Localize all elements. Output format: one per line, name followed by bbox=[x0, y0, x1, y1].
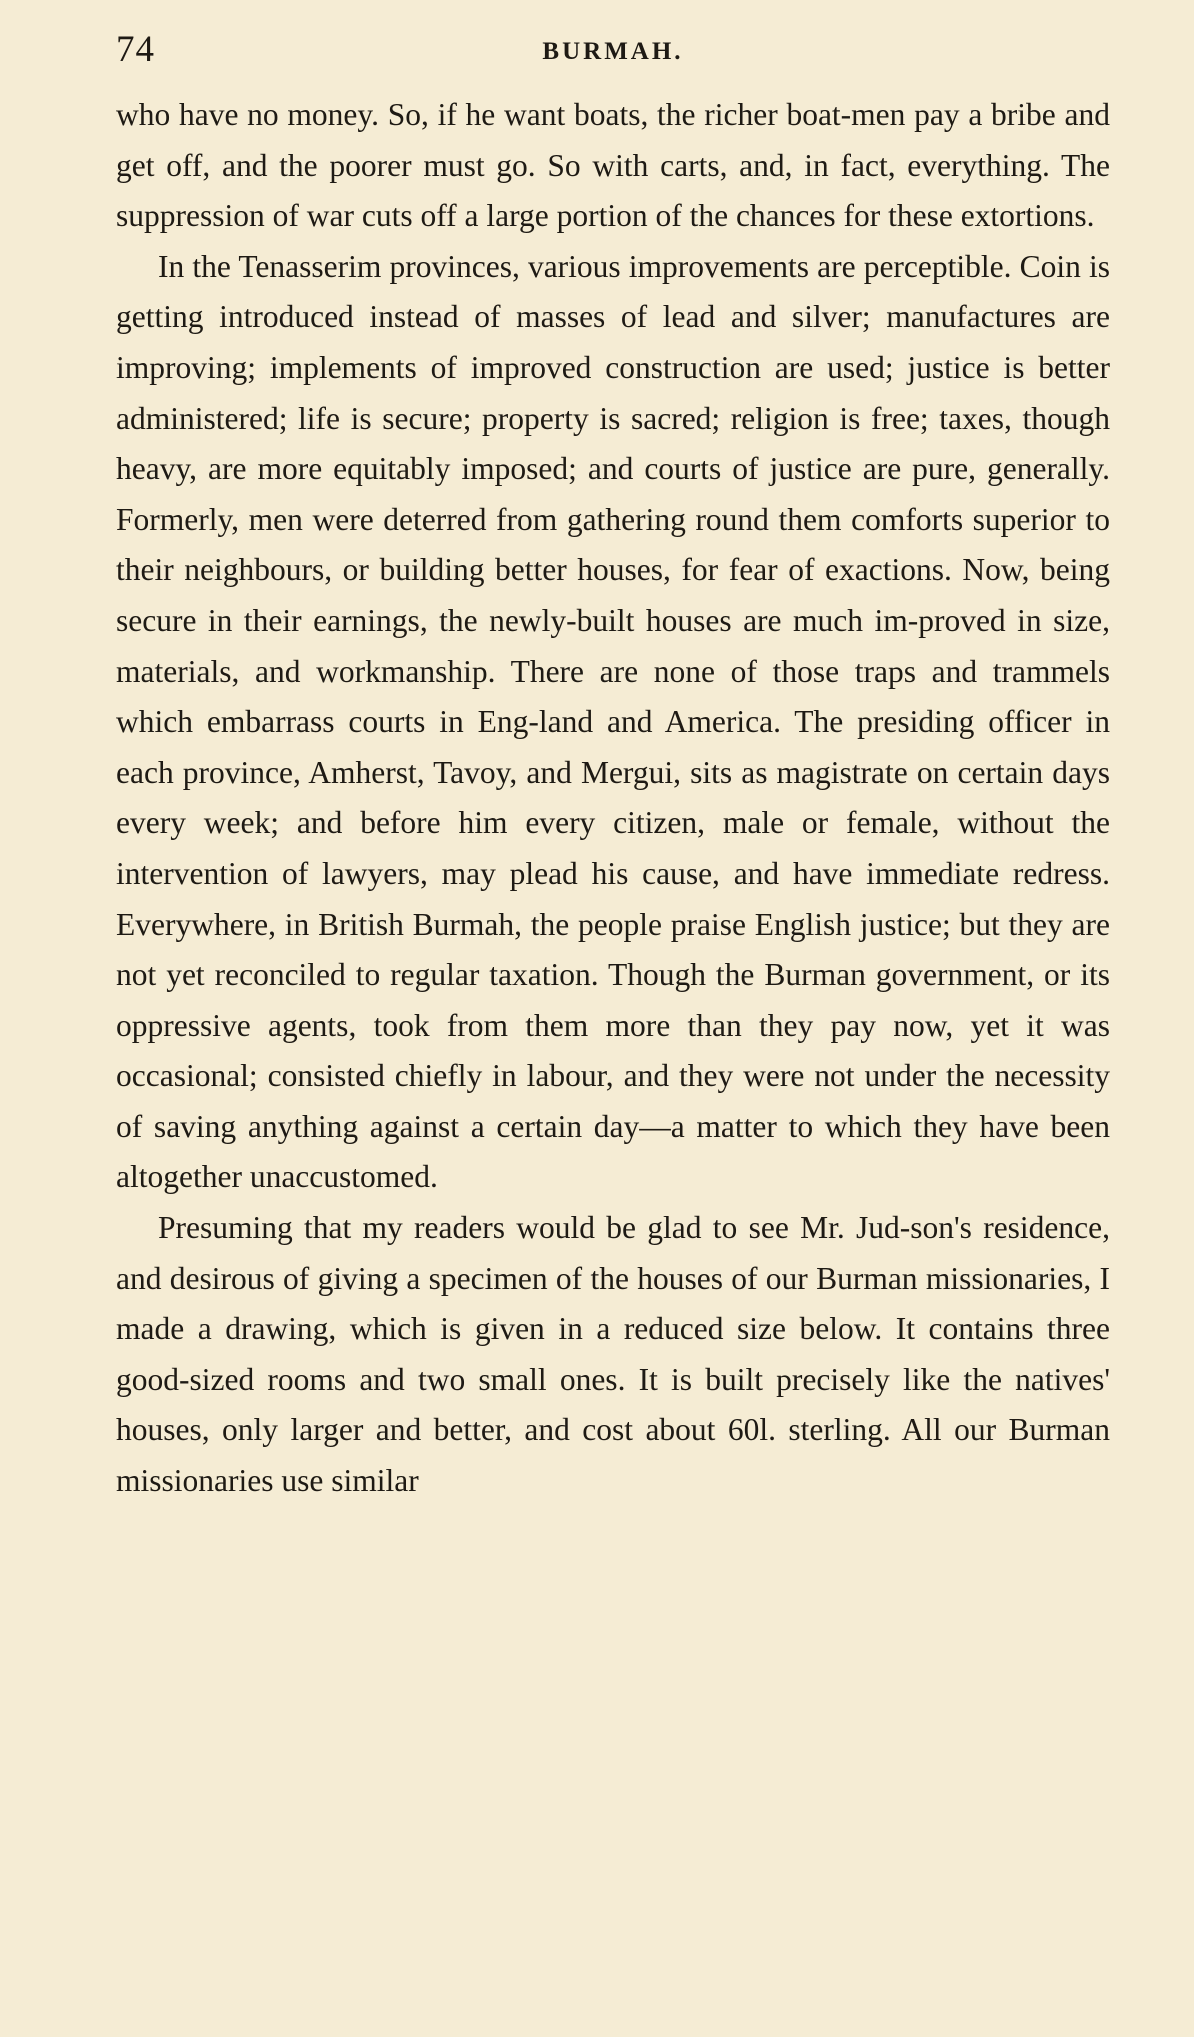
running-head: BURMAH. bbox=[542, 38, 684, 65]
body-text bbox=[116, 90, 1110, 1507]
page-header bbox=[116, 22, 1110, 78]
paragraph-judson-residence: Presuming that my readers would be glad to see Mr. Jud-son's residence, and desirous of giving a specimen of the houses of our Burman missionaries, I made a drawing, which is given in a reduced size below. It contains three good-sized rooms and two small ones. It is built precisely like the natives' houses, only larger and better, and cost about 60l. sterling. All our Burman missionaries use similar bbox=[116, 1210, 1110, 1499]
paragraph-tenasserim-improvements: In the Tenasserim provinces, various improvements are perceptible. Coin is getting introduced instead of masses of lead and silver; manufactures are improving; implements of improved construction are used; justice is better administered; life is secure; property is sacred; religion is free; taxes, though heavy, are more equitably imposed; and courts of justice are pure, generally. Formerly, men were deterred from gathering round them comforts superior to their neighbours, or building better houses, for fear of exactions. Now, being secure in their earnings, the newly-built houses are much im-proved in size, materials, and workmanship. There are none of those traps and trammels which embarrass courts in Eng-land and America. The presiding officer in each province, Amherst, Tavoy, and Mergui, sits as magistrate on certain days every week; and before him every citizen, male or female, without the intervention of lawyers, may plead his cause, and have immediate redress. Everywhere, in British Burmah, the people praise English justice; but they are not yet reconciled to regular taxation. Though the Burman government, or its oppressive agents, took from them more than they pay now, yet it was occasional; consisted chiefly in labour, and they were not under the necessity of saving anything against a certain day—a matter to which they have been altogether unaccustomed. bbox=[116, 248, 1110, 1195]
page-number: 74 bbox=[116, 29, 155, 70]
paragraph-continuation: who have no money. So, if he want boats, the richer boat-men pay a bribe and get off, and the poorer must go. So with carts, and, in fact, everything. The suppression of war cuts off a large portion of the chances for these extortions. bbox=[116, 97, 1110, 234]
